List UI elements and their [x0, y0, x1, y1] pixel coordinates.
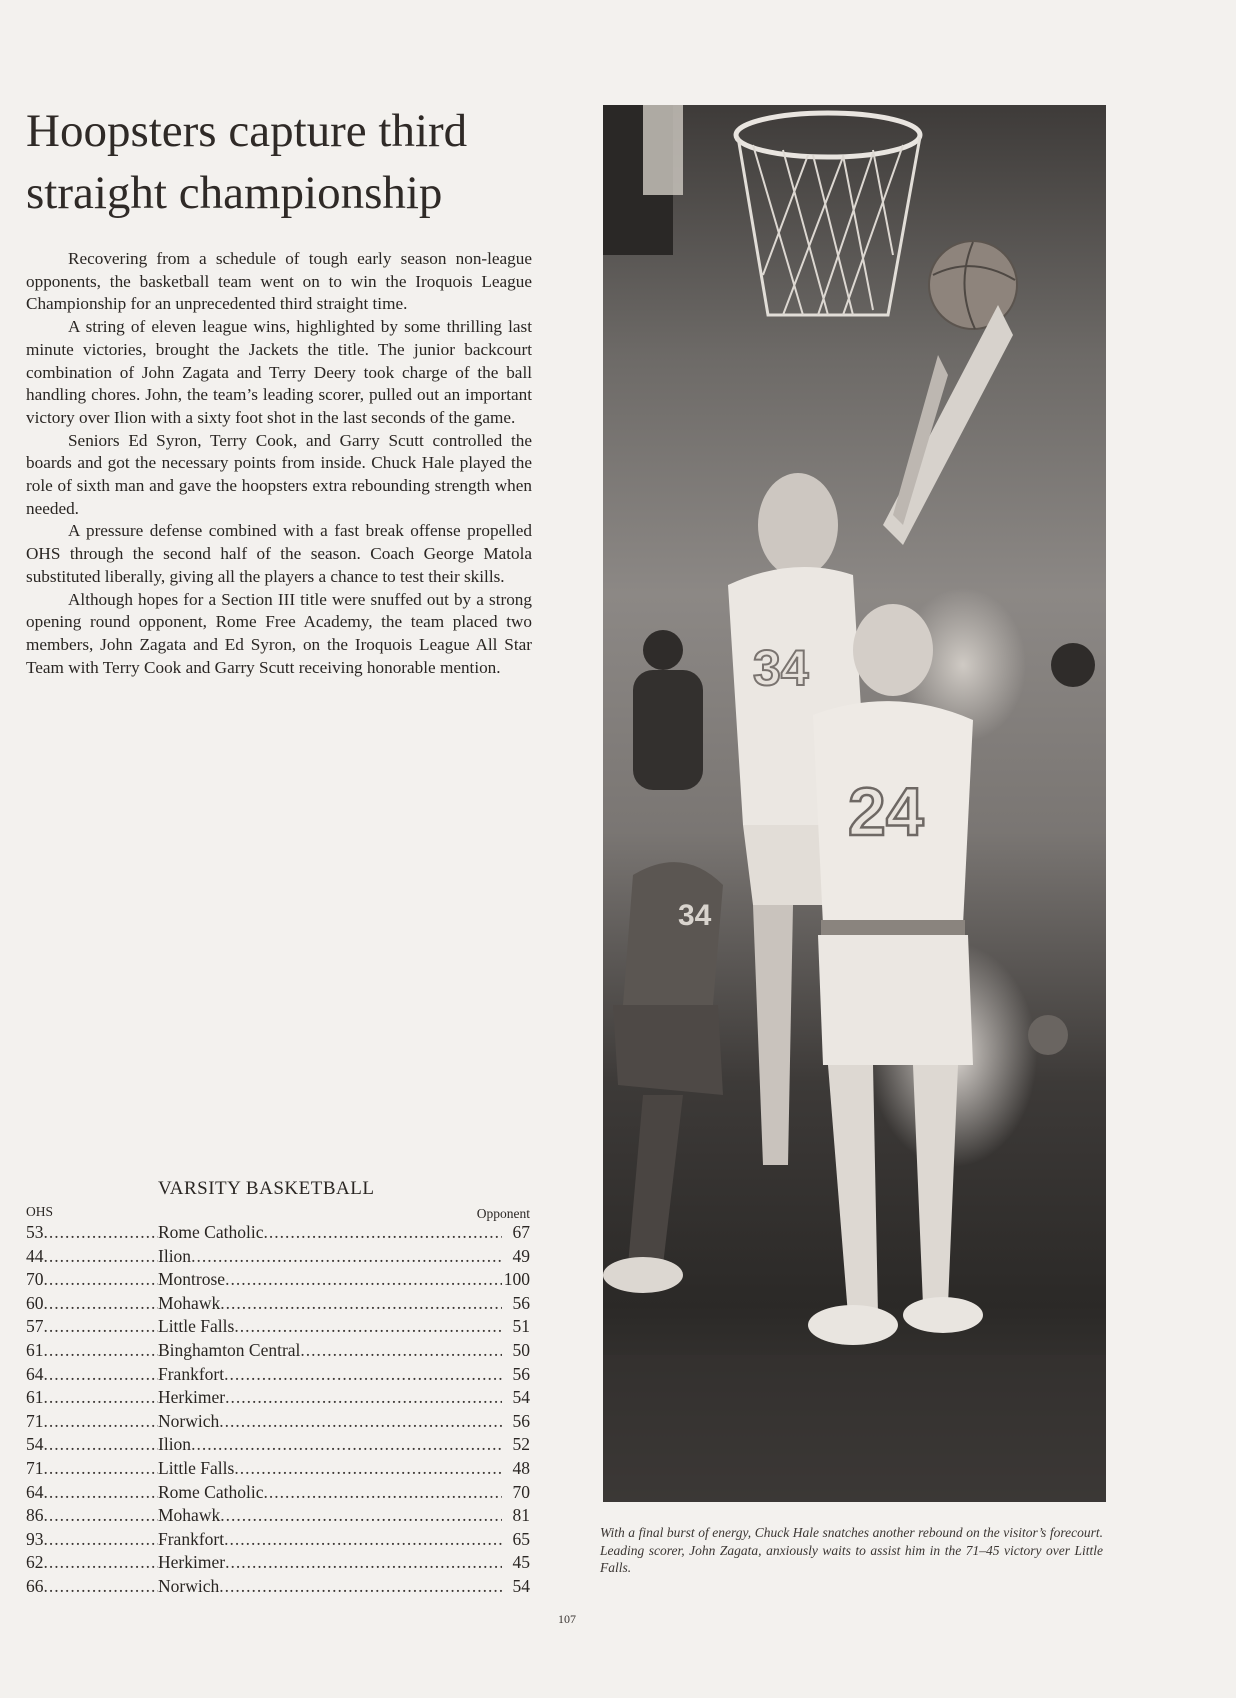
leader-dots [225, 1386, 502, 1410]
leader-dots [44, 1339, 159, 1363]
opponent-score: 45 [512, 1552, 530, 1573]
player-leg [753, 905, 793, 1165]
ohs-score: 61 [26, 1339, 44, 1360]
ohs-score: 54 [26, 1434, 44, 1455]
scoreboard-header [26, 1204, 530, 1221]
player-waistband [821, 920, 965, 936]
player-leg-24 [828, 1065, 878, 1315]
article-paragraph: A string of eleven league wins, highlighted by some thrilling last minute victories, brought the Jackets the title. The junior backcourt combination of John Zagata and Terry Deery took charge of the ball handling chores. John, the team’s leading scorer, pulled out an important victory over Ilion with a sixty foot shot in the last seconds of the game. [26, 317, 532, 427]
player-leg-24 [913, 1065, 958, 1305]
scoreboard-table [26, 1204, 530, 1599]
leader-dots [44, 1221, 159, 1245]
ohs-score: 71 [26, 1410, 44, 1431]
opponent-score: 54 [512, 1575, 530, 1596]
leader-dots [44, 1457, 159, 1481]
opponent-team: Frankfort [158, 1363, 225, 1384]
ohs-score: 66 [26, 1575, 44, 1596]
leader-dots [44, 1433, 159, 1457]
opponent-score: 56 [512, 1292, 530, 1313]
ohs-score: 62 [26, 1552, 44, 1573]
opponent-team: Little Falls [158, 1457, 235, 1478]
leader-dots [219, 1575, 502, 1599]
opponent-team: Binghamton Central [158, 1339, 301, 1360]
opponent-score: 81 [512, 1505, 530, 1526]
opponent-jersey-number: 34 [678, 899, 712, 932]
sneaker [808, 1305, 898, 1345]
leader-dots [44, 1315, 159, 1339]
scoreboard-title: VARSITY BASKETBALL [158, 1178, 375, 1199]
spectator [633, 670, 703, 790]
leader-dots [44, 1386, 159, 1410]
ohs-score: 70 [26, 1269, 44, 1290]
opponent-team: Norwich [158, 1575, 220, 1596]
ohs-score: 57 [26, 1316, 44, 1337]
ohs-score: 53 [26, 1222, 44, 1242]
opponent-team: Rome Catholic [158, 1222, 264, 1242]
backboard-plate [643, 105, 683, 195]
leader-dots [44, 1528, 159, 1552]
ohs-score: 64 [26, 1481, 44, 1502]
ohs-column-header: OHS [26, 1204, 54, 1219]
opponent-leg [628, 1095, 683, 1265]
opponent-team: Little Falls [158, 1316, 235, 1337]
opponent-score: 56 [512, 1363, 530, 1384]
leader-dots [220, 1292, 502, 1316]
opponent-sneaker [603, 1257, 683, 1293]
leader-dots [234, 1457, 502, 1481]
jersey-number-34: 34 [753, 640, 809, 696]
leader-dots [300, 1339, 502, 1363]
game-row [26, 1575, 530, 1599]
opponent-team: Frankfort [158, 1528, 225, 1549]
article-headline: Hoopsters capture third straight championship [26, 105, 468, 219]
opponent-team: Herkimer [158, 1387, 226, 1408]
player-head [758, 473, 838, 577]
opponent-team: Ilion [158, 1245, 192, 1266]
basketball-photo-illustration [603, 105, 1106, 1502]
opponent-score: 50 [512, 1339, 530, 1360]
leader-dots [44, 1363, 159, 1387]
opponent-score: 70 [512, 1481, 530, 1502]
game-row [26, 1363, 530, 1387]
leader-dots [225, 1268, 502, 1292]
leader-dots [234, 1315, 502, 1339]
opponent-score: 65 [512, 1528, 530, 1549]
leader-dots [44, 1292, 159, 1316]
leader-dots [219, 1410, 502, 1434]
game-row [26, 1481, 530, 1505]
hoop-net [738, 137, 920, 315]
leader-dots [44, 1481, 159, 1505]
player-shorts-24 [818, 935, 973, 1065]
opponent-score: 51 [512, 1316, 530, 1337]
game-row [26, 1433, 530, 1457]
page-number: 107 [558, 1612, 576, 1626]
opponent-team: Herkimer [158, 1552, 226, 1573]
leader-dots [191, 1433, 502, 1457]
game-row [26, 1245, 530, 1269]
opponent-score: 49 [512, 1245, 530, 1266]
hoop-net-strands [753, 145, 903, 315]
article-paragraph: Seniors Ed Syron, Terry Cook, and Garry Scutt controlled the boards and got the necessary points from inside. Chuck Hale played the role of sixth man and gave the hoopsters extra rebounding strength when needed. [26, 430, 532, 518]
spectator [643, 630, 683, 670]
opponent-score: 56 [512, 1410, 530, 1431]
gym-floor [603, 1355, 1106, 1502]
game-row [26, 1221, 530, 1245]
article-paragraph: A pressure defense combined with a fast break offense propelled OHS through the second half of the season. Coach George Matola substituted liberally, giving all the players a chance to test their skills. [26, 521, 532, 586]
opponent-score: 48 [512, 1457, 530, 1478]
opponent-jersey [623, 862, 723, 1005]
game-row [26, 1339, 530, 1363]
opponent-team: Mohawk [158, 1505, 221, 1526]
ohs-score: 64 [26, 1363, 44, 1384]
game-row [26, 1528, 530, 1552]
basketball [929, 241, 1017, 329]
leader-dots [225, 1551, 502, 1575]
ohs-score: 60 [26, 1292, 44, 1313]
leader-dots [44, 1551, 159, 1575]
opponent-score: 52 [512, 1434, 530, 1455]
leader-dots [44, 1504, 159, 1528]
leader-dots [224, 1363, 502, 1387]
game-row [26, 1315, 530, 1339]
photo-caption: With a final burst of energy, Chuck Hale snatches another rebound on the visitor’s forecourt. Leading scorer, John Zagata, anxiously waits to assist him in the 71–45 victory over Little Falls. [600, 1525, 1103, 1575]
basketball-photo [603, 105, 1106, 1502]
hoop-rim [736, 113, 920, 157]
opponent-shorts [613, 1005, 723, 1095]
game-row [26, 1292, 530, 1316]
ohs-score: 61 [26, 1387, 44, 1408]
opponent-score: 100 [503, 1269, 530, 1290]
leader-dots [263, 1221, 502, 1245]
game-row [26, 1410, 530, 1434]
leader-dots [44, 1245, 159, 1269]
player-head-back [853, 604, 933, 696]
opponent-team: Norwich [158, 1410, 220, 1431]
opponent-team: Ilion [158, 1434, 192, 1455]
spectator [1051, 643, 1095, 687]
leader-dots [224, 1528, 502, 1552]
article-paragraph: Recovering from a schedule of tough early season non-league opponents, the basketball team went on to win the Iroquois League Championship for an unprecedented third straight time. [26, 249, 532, 314]
spectator [1028, 1015, 1068, 1055]
ohs-score: 71 [26, 1457, 44, 1478]
jersey-number-24: 24 [848, 774, 924, 850]
leader-dots [44, 1410, 159, 1434]
sneaker [903, 1297, 983, 1333]
opponent-team: Montrose [158, 1269, 226, 1290]
game-row [26, 1268, 530, 1292]
ohs-score: 44 [26, 1245, 44, 1266]
game-row [26, 1457, 530, 1481]
ohs-score: 93 [26, 1528, 44, 1549]
leader-dots [44, 1575, 159, 1599]
game-row [26, 1386, 530, 1410]
game-row [26, 1551, 530, 1575]
leader-dots [220, 1504, 502, 1528]
opponent-score: 54 [512, 1387, 530, 1408]
opponent-team: Mohawk [158, 1292, 221, 1313]
article-paragraph: Although hopes for a Section III title were snuffed out by a strong opening round opponent, Rome Free Academy, the team placed two members, John Zagata and Ed Syron, on the Iroquois League All Star Team with Terry Cook and Garry Scutt receiving honorable mention. [26, 589, 532, 677]
leader-dots [263, 1481, 502, 1505]
game-row [26, 1504, 530, 1528]
opponent-score: 67 [512, 1222, 530, 1242]
opponent-team: Rome Catholic [158, 1481, 264, 1502]
leader-dots [44, 1268, 159, 1292]
article-body [26, 248, 532, 679]
scoreboard-rows [26, 1221, 530, 1599]
ohs-score: 86 [26, 1505, 44, 1526]
opponent-column-header: Opponent [476, 1206, 530, 1221]
leader-dots [191, 1245, 502, 1269]
